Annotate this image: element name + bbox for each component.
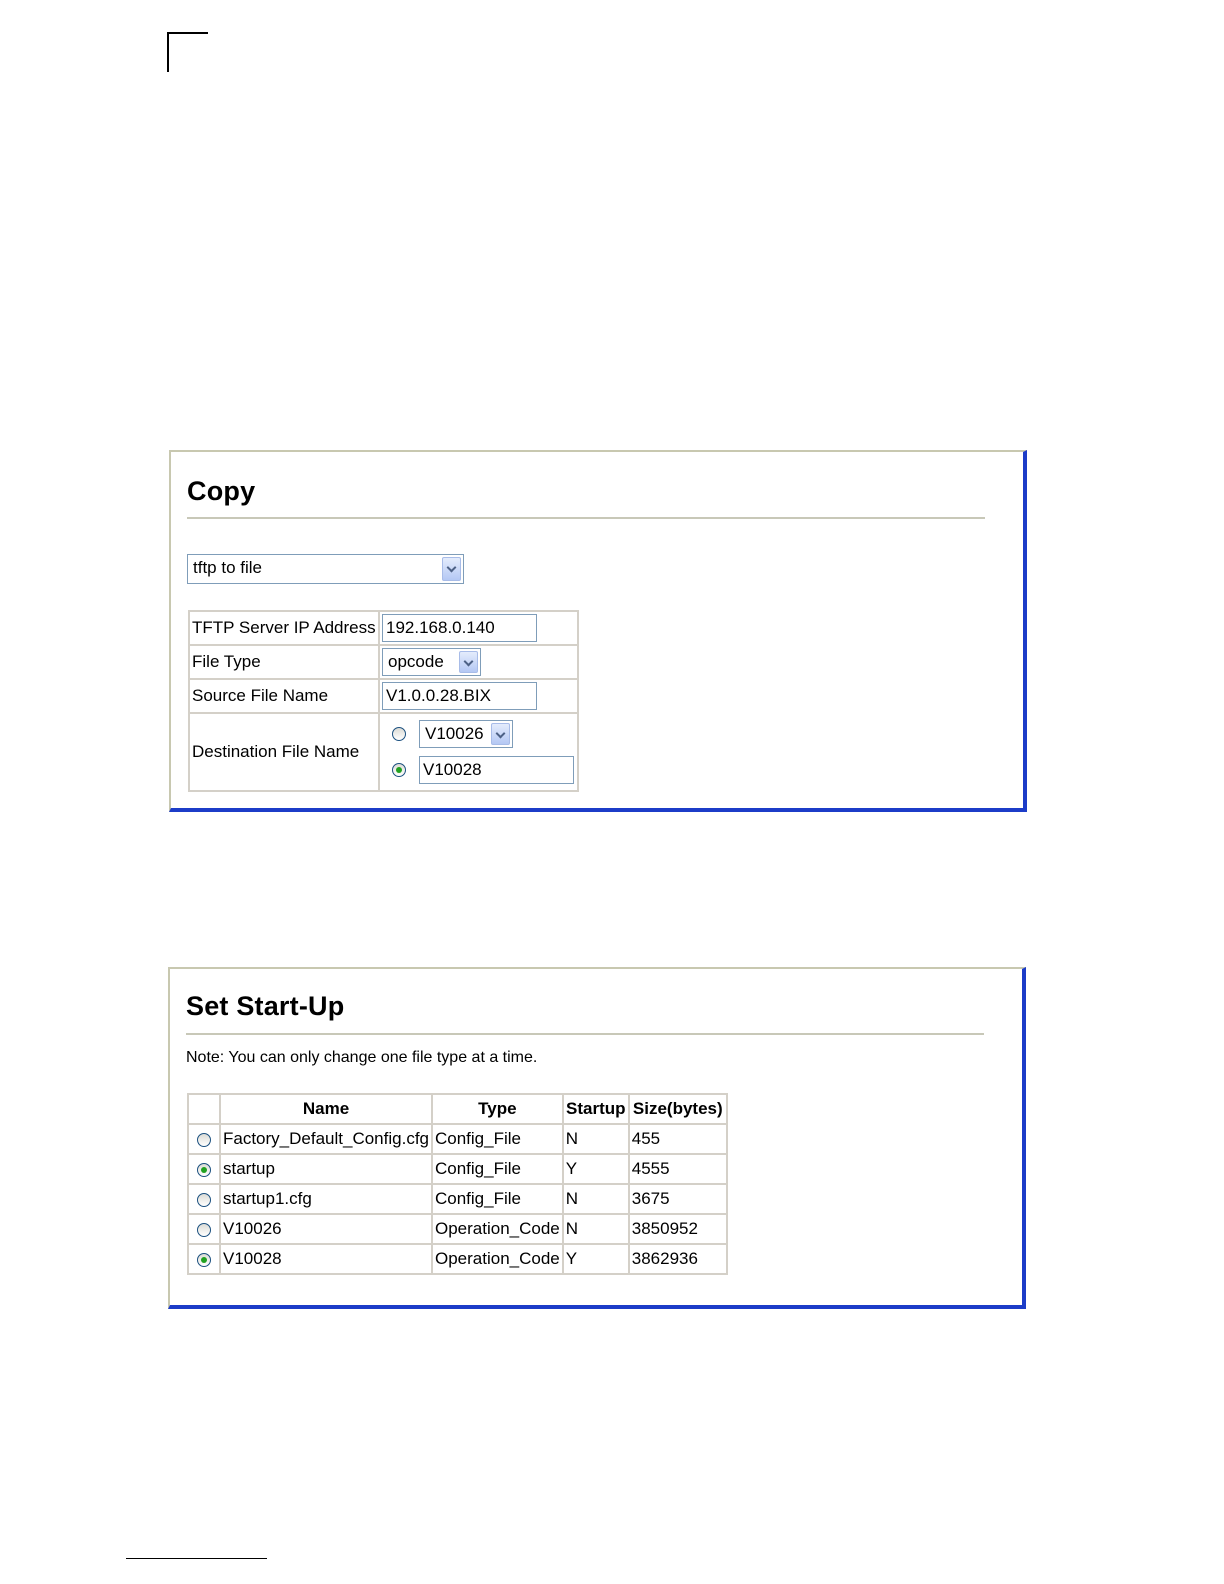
table-row [188, 1124, 727, 1154]
row-radio[interactable] [197, 1163, 211, 1177]
file-startup: Y [563, 1154, 629, 1184]
row-radio[interactable] [197, 1133, 211, 1147]
destination-new-input[interactable]: V10028 [419, 756, 574, 784]
destination-existing-select[interactable] [419, 720, 513, 748]
file-size: 455 [629, 1124, 727, 1154]
column-header-size: Size(bytes) [629, 1094, 727, 1124]
tftp-server-input[interactable]: 192.168.0.140 [382, 614, 537, 642]
row-select-cell [188, 1214, 220, 1244]
file-type: Operation_Code [432, 1244, 563, 1274]
select-column-header [188, 1094, 220, 1124]
file-type-select[interactable] [382, 648, 481, 676]
file-size: 3675 [629, 1184, 727, 1214]
row-select-cell [188, 1154, 220, 1184]
chevron-down-icon[interactable] [459, 651, 478, 673]
file-size: 3850952 [629, 1214, 727, 1244]
file-type: Config_File [432, 1154, 563, 1184]
copy-form-table [188, 610, 579, 792]
file-startup: N [563, 1184, 629, 1214]
tftp-server-label: TFTP Server IP Address [189, 611, 379, 645]
file-type-value: opcode [388, 652, 444, 671]
copy-operation-value: tftp to file [193, 558, 262, 577]
footer-rule [126, 1558, 267, 1559]
file-name: Factory_Default_Config.cfg [220, 1124, 432, 1154]
table-row [188, 1214, 727, 1244]
file-name: startup1.cfg [220, 1184, 432, 1214]
page-title: Copy [187, 476, 256, 506]
page-title: Set Start-Up [186, 991, 345, 1021]
file-type-cell [379, 645, 578, 679]
column-header-name: Name [220, 1094, 432, 1124]
row-radio[interactable] [197, 1253, 211, 1267]
table-header-row [188, 1094, 727, 1124]
column-header-startup: Startup [563, 1094, 629, 1124]
source-file-cell [379, 679, 578, 713]
row-select-cell [188, 1124, 220, 1154]
table-row [188, 1184, 727, 1214]
destination-existing-row [382, 716, 575, 752]
startup-file-table [187, 1093, 728, 1275]
copy-operation-select[interactable] [187, 554, 464, 584]
destination-new-radio[interactable] [392, 763, 406, 777]
table-row [188, 1244, 727, 1274]
title-divider [186, 1033, 984, 1035]
row-radio[interactable] [197, 1223, 211, 1237]
file-startup: N [563, 1214, 629, 1244]
file-startup: N [563, 1124, 629, 1154]
file-type: Config_File [432, 1124, 563, 1154]
destination-existing-radio[interactable] [392, 727, 406, 741]
file-type: Operation_Code [432, 1214, 563, 1244]
source-file-label: Source File Name [189, 679, 379, 713]
chevron-down-icon[interactable] [491, 723, 510, 745]
file-name: V10026 [220, 1214, 432, 1244]
file-name: startup [220, 1154, 432, 1184]
crop-mark [167, 32, 208, 72]
destination-existing-value: V10026 [425, 724, 484, 743]
copy-panel [169, 450, 1027, 812]
row-select-cell [188, 1244, 220, 1274]
source-file-input[interactable]: V1.0.0.28.BIX [382, 682, 537, 710]
file-startup: Y [563, 1244, 629, 1274]
column-header-type: Type [432, 1094, 563, 1124]
file-size: 4555 [629, 1154, 727, 1184]
note-text: Note: You can only change one file type at a time. [186, 1049, 538, 1066]
row-select-cell [188, 1184, 220, 1214]
chevron-down-icon[interactable] [442, 557, 461, 581]
destination-file-label: Destination File Name [189, 713, 379, 791]
row-radio[interactable] [197, 1193, 211, 1207]
file-type-label: File Type [189, 645, 379, 679]
table-row [188, 1154, 727, 1184]
file-type: Config_File [432, 1184, 563, 1214]
file-size: 3862936 [629, 1244, 727, 1274]
startup-panel [168, 967, 1026, 1309]
tftp-server-cell [379, 611, 578, 645]
file-name: V10028 [220, 1244, 432, 1274]
destination-new-row [382, 752, 575, 788]
title-divider [187, 517, 985, 519]
destination-file-cell [379, 713, 578, 791]
